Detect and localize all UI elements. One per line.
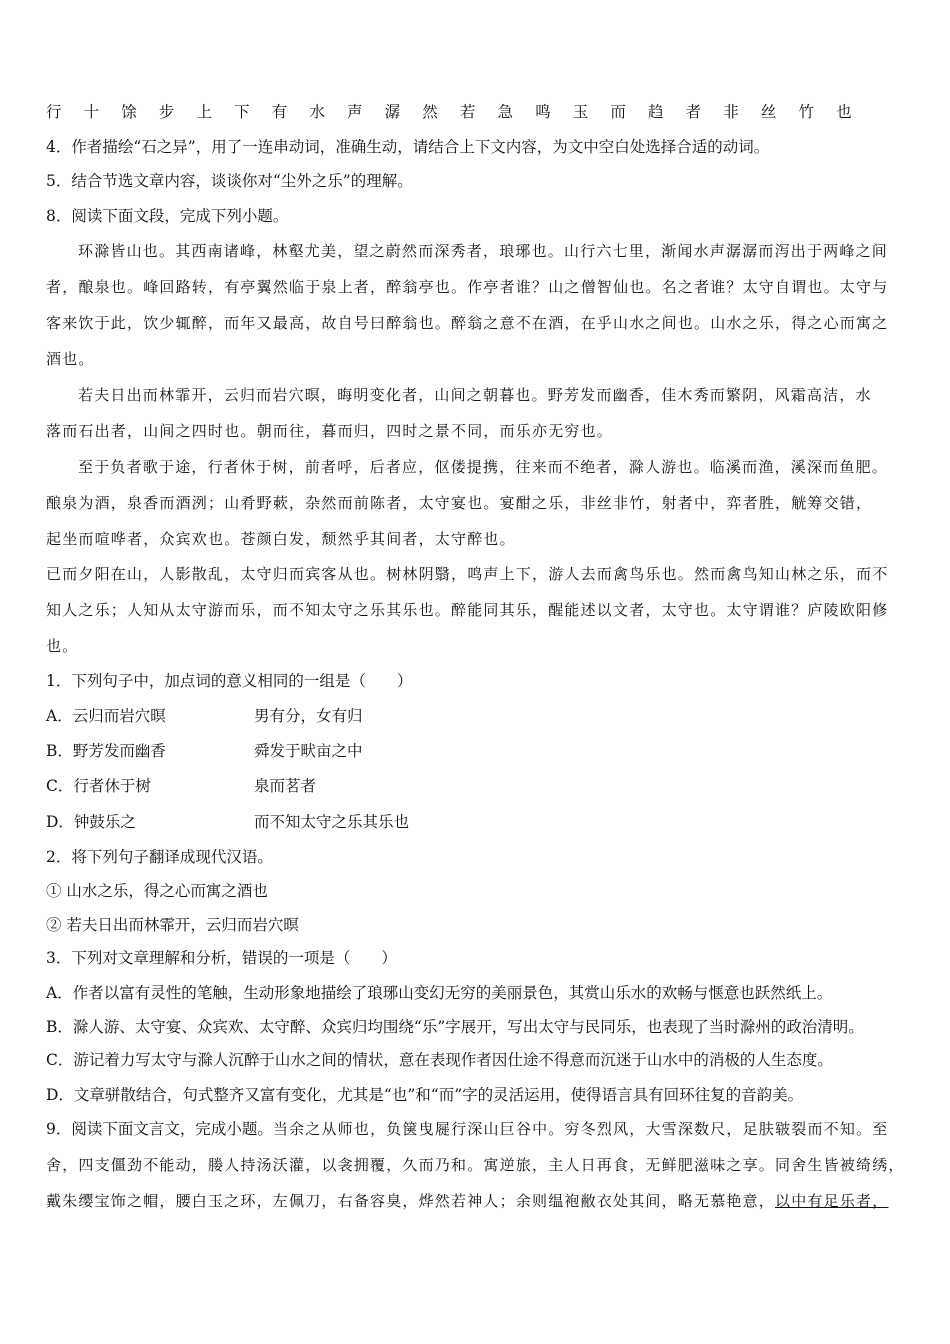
passage-line: 客来饮于此，饮少辄醉，而年又最高，故自号曰醉翁也。醉翁之意不在酒，在乎山水之间也。山水之乐，得之心而寓之 [46,314,889,332]
option-b-right: 舜发于畎亩之中 [254,742,363,760]
option-c [46,776,317,796]
q3-option-c: C．游记着力写太守与滁人沉醉于山水之间的情状，意在表现作者因仕途不得意而沉迷于山水中的消极的人生态度。 [46,1051,833,1069]
question-9-heading: 9．阅读下面文言文，完成小题。 [46,1120,273,1138]
q3-option-d: D．文章骈散结合，句式整齐又富有变化，尤其是“也”和“而”字的灵活运用，使得语言具有回环往复的音韵美。 [46,1086,804,1104]
passage-line: 者，酿泉也。峰回路转，有亭翼然临于泉上者，醉翁亭也。作亭者谁？山之僧智仙也。名之者谁？太守自谓也。太守与 [46,278,889,296]
passage-line: 已而夕阳在山，人影散乱，太守归而宾客从也。树林阴翳，鸣声上下，游人去而禽鸟乐也。然而禽鸟知山林之乐，而不 [46,565,889,583]
passage-line: 落而石出者，山间之四时也。朝而往，暮而归，四时之景不同，而乐亦无穷也。 [46,422,614,440]
option-c-left: C．行者休于树 [46,777,151,795]
question-3: 3．下列对文章理解和分析，错误的一项是（ ） [46,949,397,967]
passage-line: 酿泉为酒，泉香而酒洌；山肴野蔌，杂然而前陈者，太守宴也。宴酣之乐，非丝非竹，射者中，弈者胜，觥筹交错， [46,494,873,512]
question-5: 5．结合节选文章内容，谈谈你对“尘外之乐”的理解。 [46,172,413,190]
passage-text: 戴朱缨宝饰之帽，腰白玉之环，左佩刀，右备容臭，烨然若神人；余则缊袍敝衣处其间，略无慕艳意， [46,1192,776,1210]
option-d-right: 而不知太守之乐其乐也 [254,813,410,831]
translate-item-2: ② 若夫日出而林霏开，云归而岩穴暝 [46,916,299,934]
option-d-left: D．钟鼓乐之 [46,813,136,831]
question-8-heading: 8．阅读下面文段，完成下列小题。 [46,207,289,225]
passage-tail-line: 行 十 馀 步 上 下 有 水 声 潺 然 若 急 鸣 玉 而 趋 者 非 丝 竹 也 [46,103,861,121]
question-9-passage: 当余之从师也，负箧曳屣行深山巨谷中。穷冬烈风，大雪深数尺，足肤皲裂而不知。至 [272,1120,889,1138]
question-2: 2．将下列句子翻译成现代汉语。 [46,848,273,866]
q3-option-b: B．滁人游、太守宴、众宾欢、太守醉、众宾归均围绕“乐”字展开，写出太守与民同乐，也表现了当时滁州的政治清明。 [46,1018,864,1036]
passage-line: 至于负者歌于途，行者休于树，前者呼，后者应，伛偻提携，往来而不绝者，滁人游也。临溪而渔，溪深而鱼肥。 [78,458,889,476]
option-d [46,812,410,832]
translate-item-1: ① 山水之乐，得之心而寓之酒也 [46,882,268,900]
option-b-left: B．野芳发而幽香 [46,742,166,760]
passage-line: 环滁皆山也。其西南诸峰，林壑尤美，望之蔚然而深秀者，琅琊也。山行六七里，渐闻水声潺潺而泻出于两峰之间 [78,242,889,260]
passage-line: 知人之乐；人知从太守游而乐，而不知太守之乐其乐也。醉能同其乐，醒能述以文者，太守也。太守谓谁？庐陵欧阳修 [46,601,889,619]
passage-line: 起坐而喧哗者，众宾欢也。苍颜白发，颓然乎其间者，太守醉也。 [46,530,516,548]
option-a-right: 男有分，女有归 [254,707,363,725]
passage-line [46,1191,888,1211]
q3-option-a: A．作者以富有灵性的笔触，生动形象地描绘了琅琊山变幻无穷的美丽景色，其赏山乐水的欢畅与惬意也跃然纸上。 [46,984,833,1002]
passage-line: 若夫日出而林霏开，云归而岩穴暝，晦明变化者，山间之朝暮也。野芳发而幽香，佳木秀而繁阴，风霜高洁，水 [78,386,872,404]
option-a [46,706,363,726]
question-4: 4．作者描绘“石之异”，用了一连串动词，准确生动，请结合上下文内容，为文中空白处选择合适的动词。 [46,138,770,156]
passage-line: 也。 [46,637,79,655]
passage-line: 酒也。 [46,350,95,368]
option-a-left: A．云归而岩穴暝 [46,707,166,725]
option-c-right: 泉而茗者 [254,777,317,795]
option-b [46,741,363,761]
underlined-phrase: 以中有足乐者， [775,1192,889,1210]
question-1: 1．下列句子中，加点词的意义相同的一组是（ ） [46,672,413,690]
passage-line: 舍，四支僵劲不能动，媵人持汤沃灌，以衾拥覆，久而乃和。寓逆旅，主人日再食，无鲜肥滋味之享。同舍生皆被绮绣， [46,1156,905,1174]
question-9 [46,1119,888,1139]
